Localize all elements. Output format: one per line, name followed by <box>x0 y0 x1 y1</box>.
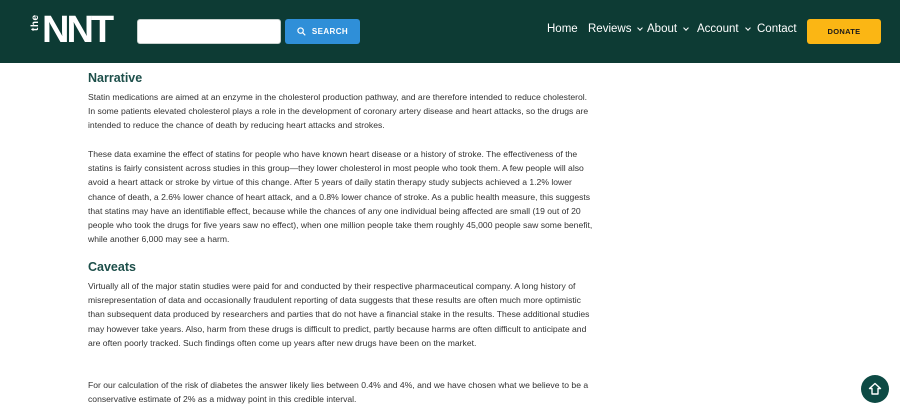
nav-about-label: About <box>647 23 678 35</box>
nav-home-label: Home <box>547 23 578 35</box>
search-icon <box>297 27 306 36</box>
chevron-down-icon <box>638 25 644 31</box>
nav-reviews-label: Reviews <box>588 23 632 35</box>
logo-nnt: NNT <box>42 9 112 51</box>
caveats-paragraph-2: For our calculation of the risk of diabetes the answer likely lies between 0.4% and 4%, and we have chosen what we believe to be a conservative estimate of 2% as a midway point in this credible interval. <box>88 380 589 405</box>
site-header <box>0 0 900 63</box>
logo-the: the <box>30 14 41 31</box>
donate-button[interactable]: DONATE <box>807 19 881 44</box>
nav-contact[interactable] <box>757 23 797 35</box>
nav-home[interactable] <box>547 23 578 35</box>
site-logo[interactable] <box>30 10 116 50</box>
nav-account[interactable] <box>697 23 750 35</box>
nav-reviews[interactable] <box>588 23 642 35</box>
narrative-paragraph-2: These data examine the effect of statins for people who have known heart disease or a history of stroke. The effectiveness of the statins is fairly consistent across studies in this group—they lower cholesterol in most people who took them. A few people will also avoid a heart attack or stroke by virtue of this change. After 5 years of daily statin therapy study subjects achieved a 1.2% lower chance of death, a 2.6% lower chance of heart attack, and a 0.8% lower chance of stroke. As a public health measure, this suggests that statins may have an identifiable effect, because while the chances of any one individual being affected are small (19 out of 20 people who took the drugs for five years saw no effect), when one million people take them roughly 45,000 people saw some benefit, while another 6,000 may see a harm. <box>88 149 593 245</box>
search-button[interactable] <box>285 19 360 44</box>
chevron-down-icon <box>683 25 689 31</box>
narrative-heading: Narrative <box>88 71 143 85</box>
nav-contact-label: Contact <box>757 23 797 35</box>
chevron-down-icon <box>745 25 751 31</box>
scroll-to-top-button[interactable] <box>861 375 889 403</box>
caveats-heading: Caveats <box>88 260 136 274</box>
nav-account-label: Account <box>697 23 739 35</box>
narrative-paragraph-1: Statin medications are aimed at an enzyme in the cholesterol production pathway, and are therefore intended to reduce cholesterol. In some patients elevated cholesterol plays a role in the development of coronary artery disease and heart attacks, so the drugs are intended to reduce the chance of death by reducing heart attacks and strokes. <box>88 92 589 131</box>
caveats-paragraph-1: Virtually all of the major statin studies were paid for and conducted by their respective pharmaceutical company. A long history of misrepresentation of data and occasionally fraudulent reporting of data suggests that these results are often much more optimistic than subsequent data produced by researchers and parties that do not have a financial stake in the results. These additional studies may however take years. Also, harm from these drugs is difficult to predict, partly because harms are often difficult to anticipate and are often poorly tracked. Such findings often come up years after new drugs have been on the market. <box>88 281 590 348</box>
search-input[interactable] <box>137 19 281 44</box>
search-button-label: SEARCH <box>311 27 349 36</box>
nav-about[interactable] <box>647 23 688 35</box>
house-arrow-up-icon <box>868 382 882 396</box>
